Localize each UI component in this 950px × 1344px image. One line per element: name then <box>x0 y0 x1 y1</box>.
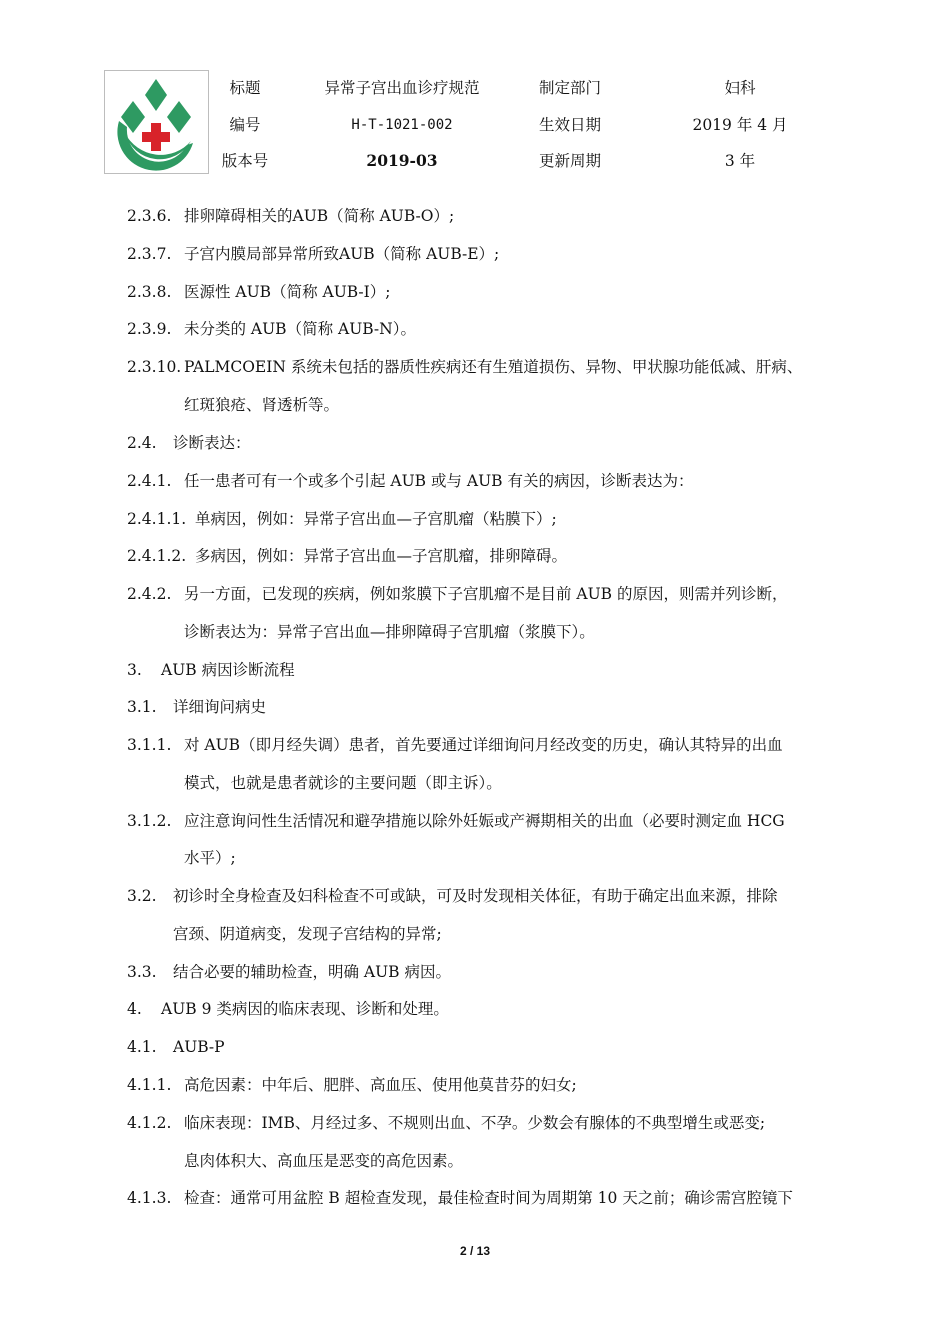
item-number: 3.1. <box>127 698 157 716</box>
item-text: 任一患者可有一个或多个引起 AUB 或与 AUB 有关的病因，诊断表达为： <box>184 472 694 490</box>
item-number: 2.3.10. <box>127 358 182 376</box>
header-effective-label: 生效日期 <box>538 116 601 134</box>
item-number: 2.4.1.2. <box>127 547 187 565</box>
item-number: 2.4. <box>127 434 157 452</box>
item-text: AUB 病因诊断流程 <box>161 661 295 679</box>
item-number: 2.4.2. <box>127 585 172 603</box>
hospital-logo-icon <box>105 71 208 173</box>
item-number: 4.1. <box>127 1038 157 1056</box>
header-effective-value: 2019 年 4 月 <box>692 116 788 134</box>
item-text: AUB 9 类病因的临床表现、诊断和处理。 <box>161 1000 449 1018</box>
item-text: 应注意询问性生活情况和避孕措施以除外妊娠或产褥期相关的出血（必要时测定血 HCG <box>184 812 785 830</box>
item-text: 排卵障碍相关的AUB（简称 AUB-O）; <box>184 207 455 225</box>
header-dept-label: 制定部门 <box>538 79 601 97</box>
item-number: 3. <box>127 661 142 679</box>
item-number: 2.3.6. <box>127 207 172 225</box>
item-number: 4.1.3. <box>127 1189 172 1207</box>
item-text: 模式，也就是患者就诊的主要问题（即主诉）。 <box>184 774 502 792</box>
item-text: 息肉体积大、高血压是恶变的高危因素。 <box>184 1152 464 1170</box>
item-number: 3.3. <box>127 963 157 981</box>
item-text: 临床表现：IMB、月经过多、不规则出血、不孕。少数会有腺体的不典型增生或恶变; <box>184 1114 766 1132</box>
item-text: 对 AUB（即月经失调）患者，首先要通过详细询问月经改变的历史，确认其特异的出血 <box>184 736 783 754</box>
header-version-label: 版本号 <box>221 152 269 170</box>
item-number: 4.1.1. <box>127 1076 172 1094</box>
item-text: 初诊时全身检查及妇科检查不可或缺，可及时发现相关体征，有助于确定出血来源，排除 <box>173 887 778 905</box>
item-text: 多病因，例如：异常子宫出血—子宫肌瘤，排卵障碍。 <box>195 547 568 565</box>
item-text: 红斑狼疮、肾透析等。 <box>184 396 340 414</box>
item-number: 2.3.9. <box>127 320 172 338</box>
item-number: 4. <box>127 1000 142 1018</box>
page-number: 2 / 13 <box>459 1244 491 1258</box>
item-number: 4.1.2. <box>127 1114 172 1132</box>
item-number: 3.1.2. <box>127 812 172 830</box>
item-text: 高危因素：中年后、肥胖、高血压、使用他莫昔芬的妇女; <box>184 1076 577 1094</box>
item-number: 2.4.1. <box>127 472 172 490</box>
hospital-logo <box>104 70 209 174</box>
item-text: 诊断表达： <box>173 434 251 452</box>
item-text: 未分类的 AUB（简称 AUB-N）。 <box>184 320 416 338</box>
item-number: 2.3.8. <box>127 283 172 301</box>
item-text: 详细询问病史 <box>173 698 267 716</box>
item-text: 结合必要的辅助检查，明确 AUB 病因。 <box>173 963 452 981</box>
item-text: 检查：通常可用盆腔 B 超检查发现，最佳检查时间为周期第 10 天之前；确诊需宫腔镜下 <box>184 1189 793 1207</box>
header-title-value: 异常子宫出血诊疗规范 <box>324 79 480 97</box>
item-text: 宫颈、阴道病变，发现子宫结构的异常; <box>173 925 442 943</box>
item-text: 水平）; <box>184 849 236 867</box>
item-text: 另一方面，已发现的疾病，例如浆膜下子宫肌瘤不是目前 AUB 的原因，则需并列诊断， <box>184 585 788 603</box>
item-number: 3.1.1. <box>127 736 172 754</box>
header-cycle-label: 更新周期 <box>538 152 601 170</box>
header-dept-value: 妇科 <box>724 79 756 97</box>
header-code-value: H-T-1021-002 <box>351 117 453 133</box>
item-number: 2.3.7. <box>127 245 172 263</box>
item-text: 单病因，例如：异常子宫出血—子宫肌瘤（粘膜下）; <box>195 510 557 528</box>
item-text: 诊断表达为：异常子宫出血—排卵障碍子宫肌瘤（浆膜下）。 <box>184 623 595 641</box>
header-cycle-value: 3 年 <box>724 152 756 170</box>
item-text: 子宫内膜局部异常所致AUB（简称 AUB-E）; <box>184 245 500 263</box>
item-text: PALMCOEIN 系统未包括的器质性疾病还有生殖道损伤、异物、甲状腺功能低减、肝病、 <box>184 358 803 376</box>
item-number: 2.4.1.1. <box>127 510 187 528</box>
header-title-label: 标题 <box>229 79 261 97</box>
item-text: AUB-P <box>173 1038 225 1056</box>
item-text: 医源性 AUB（简称 AUB-I）; <box>184 283 391 301</box>
header-version-value: 2019-03 <box>366 151 438 170</box>
header-code-label: 编号 <box>229 116 261 134</box>
item-number: 3.2. <box>127 887 157 905</box>
